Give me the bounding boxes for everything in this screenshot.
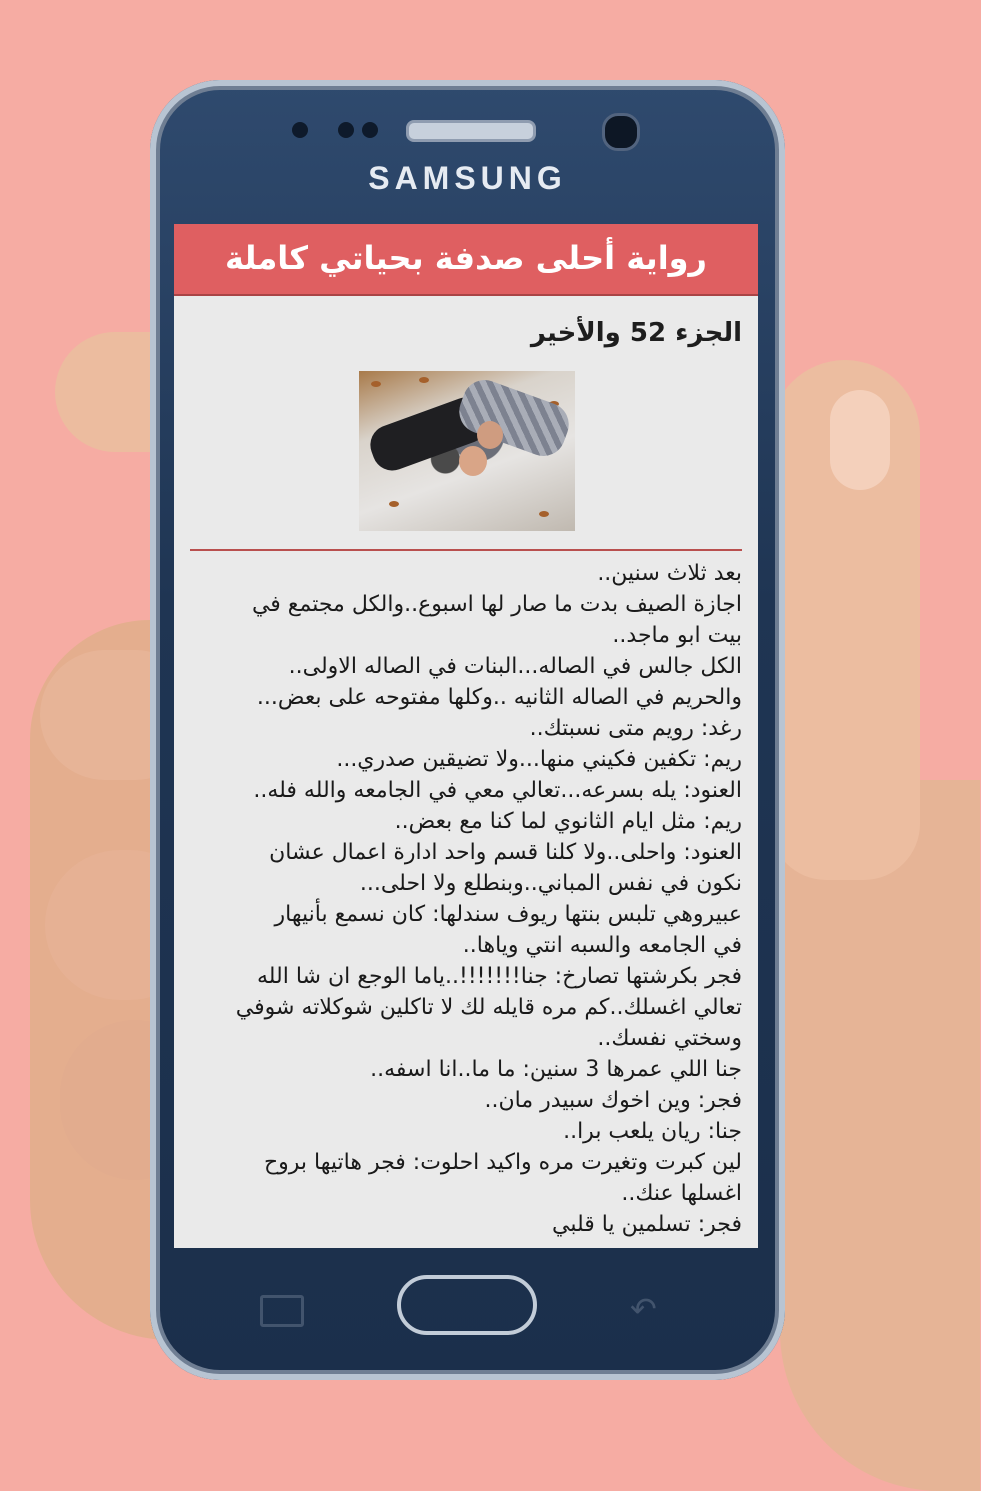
story-line: بيت ابو ماجد.. [612,623,742,648]
chapter-image [359,371,575,531]
story-line: ريم: مثل ايام الثانوي لما كنا مع بعض.. [394,809,742,834]
story-line: جنا: ريان يلعب برا.. [563,1119,742,1144]
device-brand: SAMSUNG [368,160,567,196]
sensor-icon [292,122,308,138]
story-line: لين كبرت وتغيرت مره واكيد احلوت: فجر هاتيها بروح [263,1150,742,1175]
story-line: العنود: واحلى..ولا كلنا قسم واحد ادارة اعمال عشان [269,840,742,865]
recent-apps-icon[interactable] [260,1295,304,1327]
story-line: فجر بكرشتها تصارخ: جنا!!!!!!!..ياما الوجع ان شا الله [256,964,742,989]
story-line: تعالي اغسلك..كم مره قايله لك لا تاكلين شوكلاته شوفي [235,995,742,1020]
story-line: نكون في نفس المباني..وبنطلع ولا احلى... [359,871,742,896]
story-line: وسختي نفسك.. [597,1026,742,1051]
story-line: رغد: رويم متى نسبتك.. [529,716,742,741]
app-screen [174,224,758,1248]
speaker-grille [406,120,536,142]
hand-wrist [780,780,980,1491]
sensor-icon [362,122,378,138]
thumb-nail [830,390,890,490]
chapter-heading: الجزء 52 والأخير [530,318,742,348]
story-line: العنود: يله بسرعه...تعالي معي في الجامعه والله فله.. [253,778,742,803]
story-line: ريم: تكفين فكيني منها...ولا تضيقين صدري... [336,747,742,772]
story-line: والحريم في الصاله الثانيه ..وكلها مفتوحه على بعض... [256,685,742,710]
sensor-icon [338,122,354,138]
story-line: الكل جالس في الصاله...البنات في الصاله الاولى.. [288,654,742,679]
home-button[interactable] [397,1275,537,1335]
story-line: اجازة الصيف بدت ما صار لها اسبوع..والكل مجتمع في [251,592,742,617]
story-line: بعد ثلاث سنين.. [597,561,742,586]
story-line: في الجامعه والسبه انتي وياها.. [462,933,742,958]
divider [190,549,742,551]
story-line: فجر: تسلمين يا قلبي [552,1212,742,1237]
story-line: جنا اللي عمرها 3 سنين: ما ما..انا اسفه.. [370,1057,742,1082]
story-text [190,558,742,1240]
story-line: فجر: وين اخوك سبيدر مان.. [484,1088,742,1113]
app-title-bar: رواية أحلى صدفة بحياتي كاملة [174,224,758,296]
back-icon[interactable]: ↶ [630,1290,657,1328]
story-line: اغسلها عنك.. [621,1181,742,1206]
front-camera-icon [602,113,640,151]
story-line: عبيروهي تلبس بنتها ريوف سندلها: كان نسمع بأنيهار [274,902,742,927]
